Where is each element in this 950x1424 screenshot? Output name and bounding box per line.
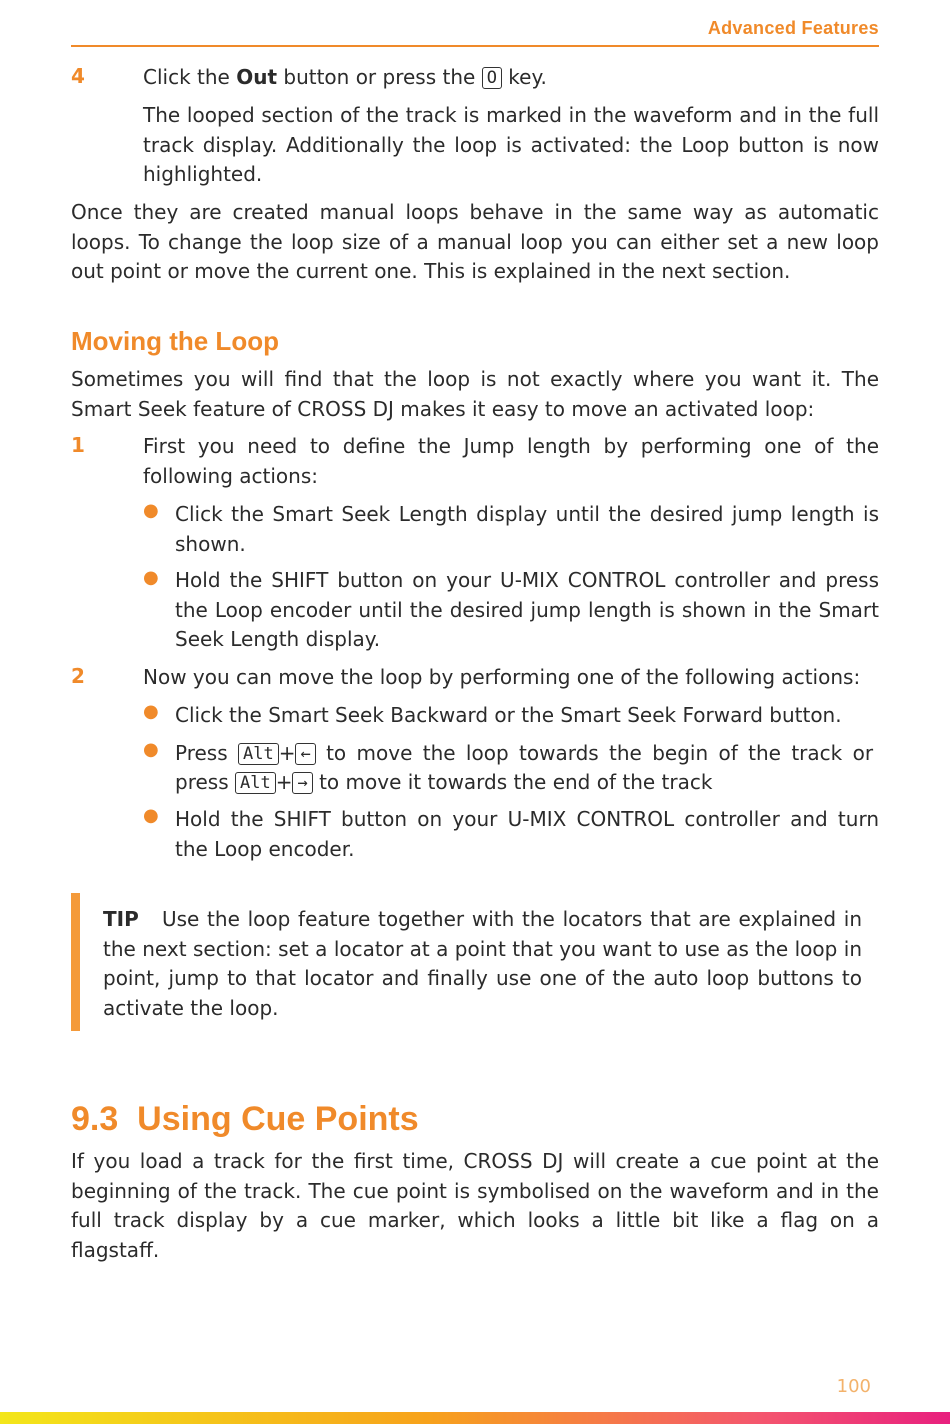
step-4-mid: button or press the (277, 65, 482, 89)
shortcut-line-1 (175, 739, 879, 769)
running-header: Advanced Features (71, 18, 879, 47)
chapter-heading (71, 1100, 419, 1139)
bullet-icon: ● (143, 805, 159, 826)
section-heading: Moving the Loop (71, 326, 279, 356)
bullet-text: Hold the SHIFT button on your U-MIX CONTROL controller and press the Loop encoder until the desired jump length is shown in the Smart Seek Length display. (175, 568, 879, 651)
key-alt: Alt (235, 772, 276, 794)
press-label: press (175, 770, 235, 794)
moving-intro: Sometimes you will find that the loop is not exactly where you want it. The Smart Seek feature of CROSS DJ makes it easy to move an activated loop: (71, 367, 879, 421)
step-2-text: Now you can move the loop by performing one of the following actions: (143, 665, 861, 689)
step-number: 1 (71, 433, 85, 457)
tip-box (103, 905, 862, 1023)
bullet-icon: ● (143, 701, 159, 722)
cue-paragraph: If you load a track for the first time, CROSS DJ will create a cue point at the beginning of the track. The cue point is symbolised on the waveform and in the full track display by a cue marker, which looks a little bit like a flag on a flagstaff. (71, 1149, 879, 1262)
step-4-post: key. (501, 65, 547, 89)
step-number: 4 (71, 64, 85, 88)
plus-sign: + (275, 770, 293, 794)
key-o: O (482, 67, 502, 89)
footer-gradient-bar (0, 1412, 950, 1424)
step-4-pre: Click the (143, 65, 237, 89)
arrow-left-key-icon: ← (295, 743, 315, 765)
step-number: 2 (71, 664, 85, 688)
out-label: Out (236, 65, 278, 89)
bullet-text: Click the Smart Seek Length display until the desired jump length is shown. (175, 502, 879, 556)
intro-paragraph: Once they are created manual loops behave in the same way as automatic loops. To change the loop size of a manual loop you can either set a new loop out point or move the current one. This is explained in the next section. (71, 200, 879, 283)
tip-text: Use the loop feature together with the locators that are explained in the next section: set a locator at a point that you want to use as the loop in point, jump to that locator and finally use one of the auto loop buttons to activate the loop. (103, 907, 862, 1020)
tip-accent-bar (71, 893, 80, 1031)
bullet-icon: ● (143, 500, 159, 521)
step-1-text: First you need to define the Jump length by performing one of the following actions: (143, 434, 879, 488)
heading-number: 9.3 (71, 1100, 119, 1138)
key-alt: Alt (238, 743, 279, 765)
bullet-text: Click the Smart Seek Backward or the Smart Seek Forward button. (175, 703, 842, 727)
shortcut-text: to move it towards the end of the track (312, 770, 713, 794)
step-4-paragraph: The looped section of the track is marked in the waveform and in the full track display. Additionally the loop is activated: the Loop button is now highlighted. (143, 103, 879, 186)
heading-title: Using Cue Points (137, 1100, 419, 1138)
bullet-text: Hold the SHIFT button on your U-MIX CONTROL controller and turn the Loop encoder. (175, 807, 879, 861)
shortcut-line-2 (175, 768, 879, 798)
page-number: 100 (836, 1376, 871, 1397)
bullet-icon: ● (143, 739, 159, 760)
step-4-text (143, 63, 879, 93)
arrow-right-key-icon: → (292, 772, 312, 794)
press-label: Press (175, 741, 238, 765)
tip-label: TIP (103, 907, 139, 931)
bullet-icon: ● (143, 567, 159, 588)
plus-sign: + (278, 741, 296, 765)
shortcut-text: to move the loop towards the begin of the track or (315, 741, 874, 765)
